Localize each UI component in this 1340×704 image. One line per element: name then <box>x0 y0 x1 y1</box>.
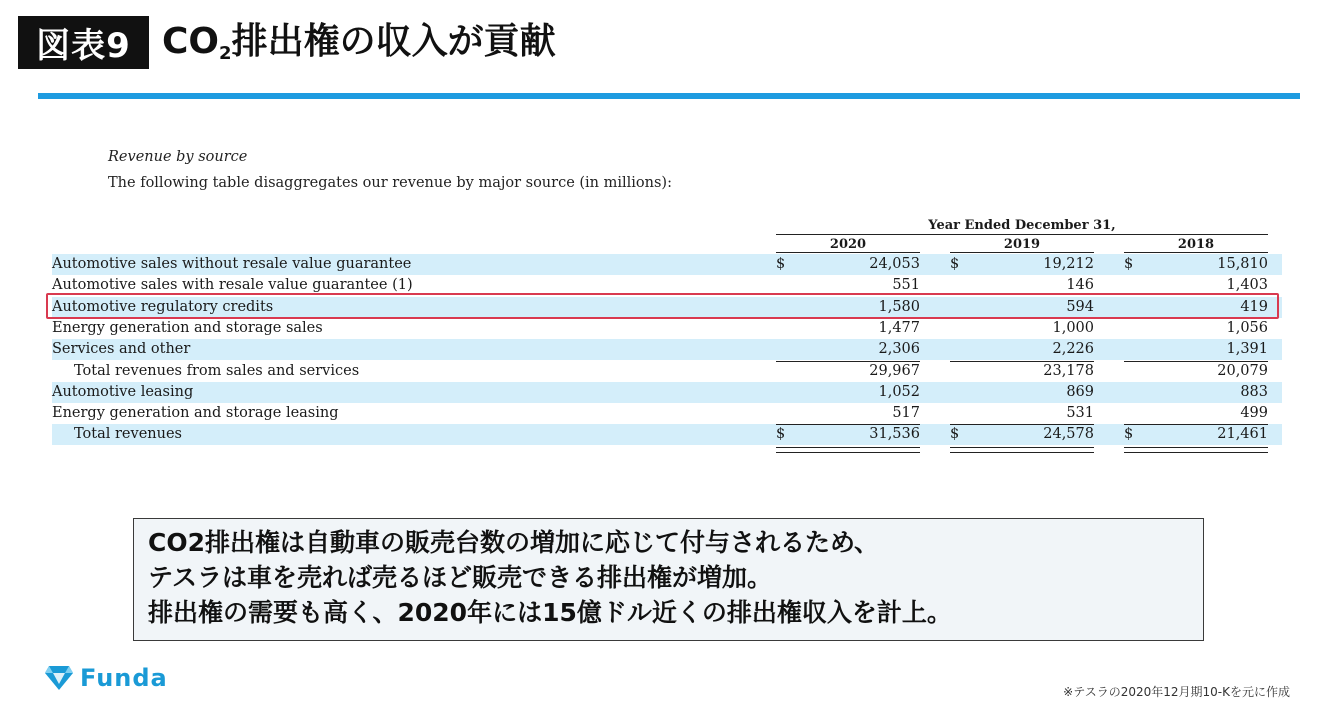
row-label: Total revenues from sales and services <box>74 362 360 379</box>
year-header-2019: 2019 <box>1003 237 1041 252</box>
cell-value-2018: 21,461 <box>1217 426 1268 443</box>
row-label: Energy generation and storage leasing <box>52 405 339 422</box>
cell-value-2020: 31,536 <box>869 426 920 443</box>
cell-value-2019: 19,212 <box>1043 256 1094 272</box>
dollar-sign: $ <box>1124 426 1134 443</box>
cell-value-2020: 551 <box>892 277 920 294</box>
cell-value-2020: 24,053 <box>869 256 920 272</box>
cell-value-2018: 1,056 <box>1226 319 1268 336</box>
diamond-logo-icon <box>44 665 74 691</box>
table-description: The following table disaggregates our revenue by major source (in millions): <box>108 175 672 191</box>
table-row <box>52 339 1282 360</box>
grand-total-double-rule <box>776 447 920 453</box>
year-header-2020: 2020 <box>829 237 867 252</box>
note-line: テスラは車を売れば売るほど販売できる排出権が増加。 <box>148 563 773 592</box>
cell-value-2020: 517 <box>892 405 920 422</box>
row-label: Automotive sales without resale value guarantee <box>52 256 412 272</box>
cell-value-2018: 15,810 <box>1217 256 1268 272</box>
cell-value-2019: 2,226 <box>1052 341 1094 358</box>
source-note: ※テスラの2020年12月期10-Kを元に作成 <box>1063 685 1290 699</box>
row-label: Energy generation and storage sales <box>52 319 323 336</box>
row-label: Automotive sales with resale value guarantee (1) <box>52 277 413 294</box>
total-rule <box>950 424 1094 425</box>
table-row <box>52 361 1282 382</box>
table-row <box>52 382 1282 403</box>
cell-value-2019: 594 <box>1066 298 1094 315</box>
page-title <box>162 14 556 70</box>
subtotal-rule <box>1124 361 1268 362</box>
cell-value-2018: 1,403 <box>1226 277 1268 294</box>
total-rule <box>776 424 920 425</box>
subtotal-rule <box>950 361 1094 362</box>
note-box <box>133 518 1204 641</box>
cell-value-2019: 24,578 <box>1043 426 1094 443</box>
funda-logo <box>44 664 168 692</box>
note-line: 排出権の需要も高く、2020年には15億ドル近くの排出権収入を計上。 <box>148 598 952 627</box>
cell-value-2020: 2,306 <box>878 341 920 358</box>
row-label: Automotive leasing <box>52 383 194 400</box>
cell-value-2018: 419 <box>1240 298 1268 315</box>
title-rest: 排出権の収入が貢献 <box>231 21 556 62</box>
cell-value-2020: 1,580 <box>878 298 920 315</box>
year-rule-2019 <box>950 252 1094 253</box>
dollar-sign: $ <box>1124 256 1134 272</box>
note-line: CO2排出権は自動車の販売台数の増加に応じて付与されるため、 <box>148 528 879 557</box>
cell-value-2019: 531 <box>1066 405 1094 422</box>
year-rule-2018 <box>1124 252 1268 253</box>
table-row <box>52 424 1282 445</box>
row-label: Automotive regulatory credits <box>52 298 274 315</box>
table-row <box>52 403 1282 424</box>
table-heading: Revenue by source <box>108 149 248 165</box>
title-subscript: 2 <box>219 43 232 64</box>
grand-total-double-rule <box>1124 447 1268 453</box>
logo-text: Funda <box>80 664 168 692</box>
cell-value-2018: 883 <box>1240 383 1268 400</box>
row-label: Services and other <box>52 341 191 358</box>
subtotal-rule <box>776 361 920 362</box>
dollar-sign: $ <box>776 256 786 272</box>
dollar-sign: $ <box>950 256 960 272</box>
cell-value-2020: 1,477 <box>878 319 920 336</box>
title-prefix: CO <box>162 21 220 62</box>
table-row <box>52 254 1282 275</box>
cell-value-2019: 23,178 <box>1043 362 1094 379</box>
cell-value-2019: 146 <box>1066 277 1094 294</box>
header-rule <box>776 234 1268 235</box>
cell-value-2018: 1,391 <box>1226 341 1268 358</box>
cell-value-2019: 1,000 <box>1052 319 1094 336</box>
cell-value-2018: 499 <box>1240 405 1268 422</box>
cell-value-2019: 869 <box>1066 383 1094 400</box>
table-row <box>52 318 1282 339</box>
figure-badge: 図表9 <box>18 16 149 69</box>
regulatory-credits-highlight <box>46 293 1279 319</box>
row-label: Total revenues <box>74 426 182 443</box>
grand-total-double-rule <box>950 447 1094 453</box>
header-divider <box>38 93 1300 99</box>
year-group-header: Year Ended December 31, <box>928 218 1116 233</box>
dollar-sign: $ <box>950 426 960 443</box>
year-header-2018: 2018 <box>1177 237 1215 252</box>
cell-value-2018: 20,079 <box>1217 362 1268 379</box>
total-rule <box>1124 424 1268 425</box>
cell-value-2020: 1,052 <box>878 383 920 400</box>
year-rule-2020 <box>776 252 920 253</box>
cell-value-2020: 29,967 <box>869 362 920 379</box>
dollar-sign: $ <box>776 426 786 443</box>
